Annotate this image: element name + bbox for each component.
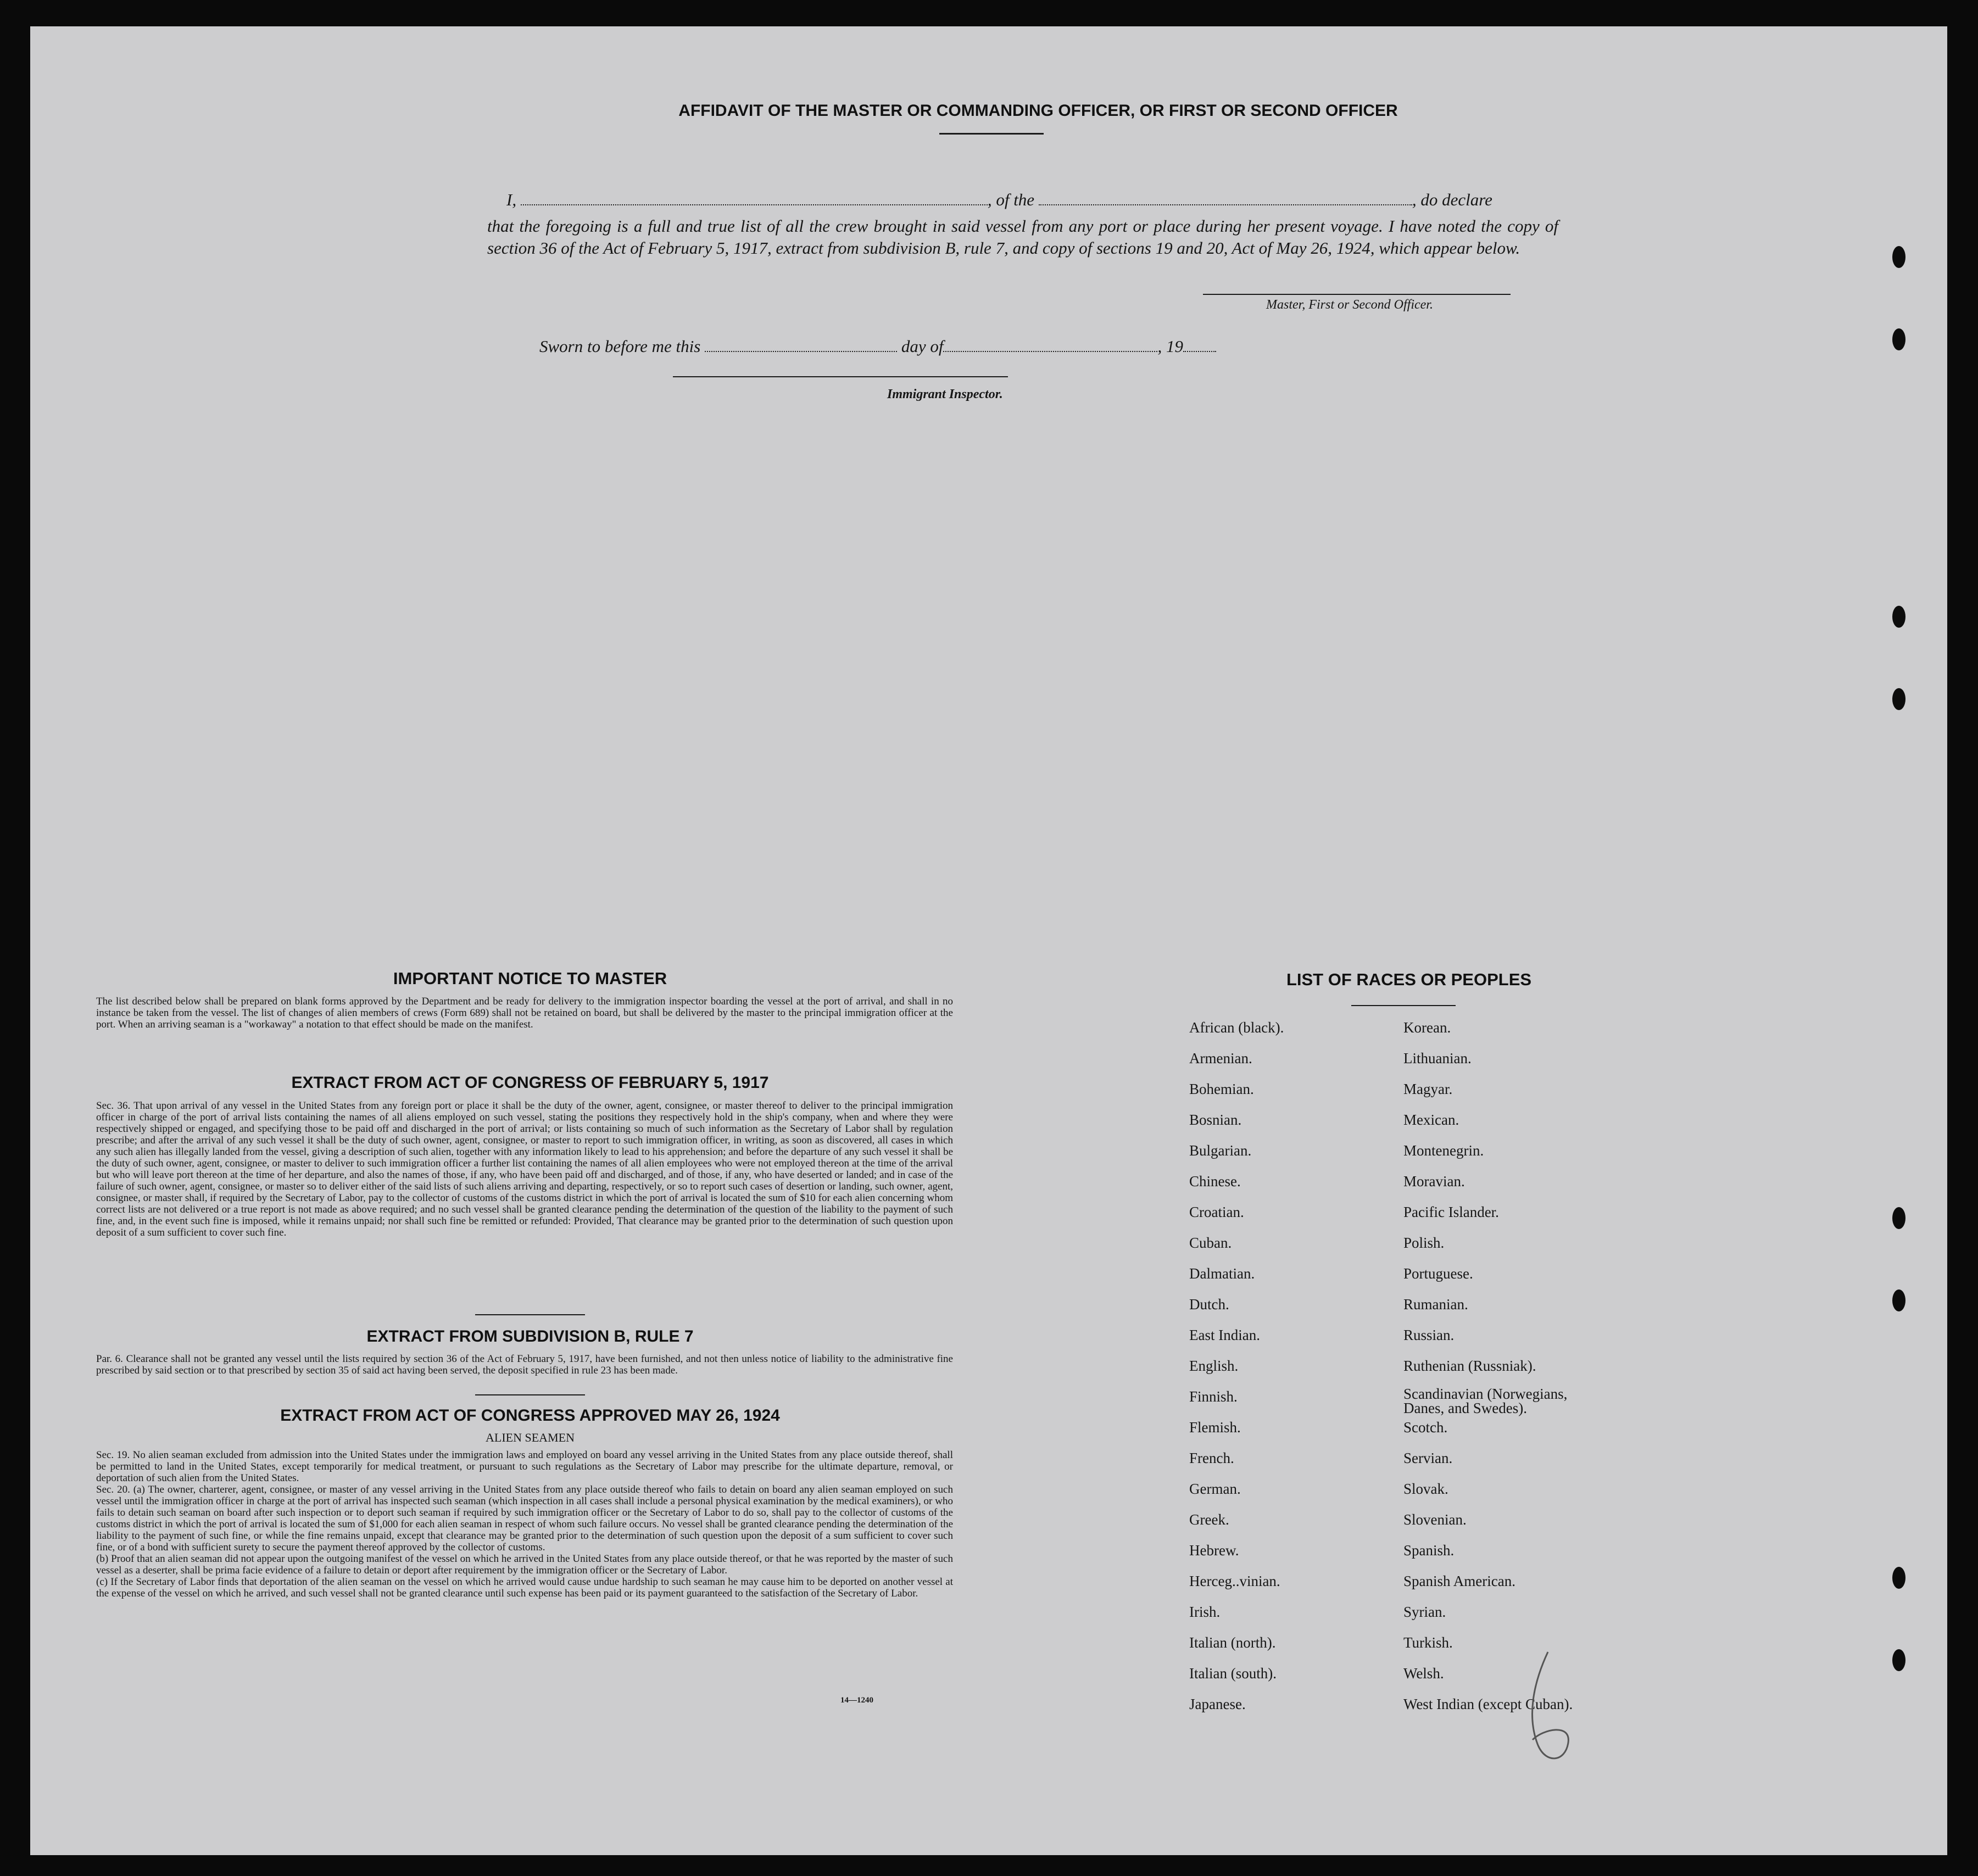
affidavit-title-rule <box>939 133 1044 135</box>
sec-19-text: Sec. 19. No alien seaman excluded from admission into the United States under the immigration laws and employed on board any vessel arriving in the United States from any place outside thereof, shall be permitted to land in the United States, except temporarily for medical treatment, or pursuant to such regulations as the Secretary of Labor may prescribe for the ultimate departure, removal, or deportation of such alien from the United States. <box>96 1449 953 1484</box>
sworn-year-field[interactable] <box>1183 351 1216 352</box>
binder-hole-icon <box>1892 1207 1905 1229</box>
race-item: Welsh. <box>1403 1665 1444 1682</box>
race-item: French. <box>1189 1450 1234 1466</box>
alien-seamen-subtitle: ALIEN SEAMEN <box>486 1431 575 1444</box>
declaration-line <box>506 190 1550 210</box>
race-item: Rumanian. <box>1403 1296 1468 1313</box>
declaration-text: that the foregoing is a full and true list of all the crew brought in said vessel from any port or place during her present voyage. I have noted the copy of section 36 of the Act of February 5, 1917, extract from subdivision B, rule 7, and copy of sections 19 and 20, Act of May 26, 1924, which appear below. <box>487 216 1558 258</box>
declaration-of-the: , of the <box>987 190 1035 209</box>
notice-body: The list described below shall be prepared on blank forms approved by the Department and be ready for delivery to the immigration inspector boarding the vessel at the port of arrival, and shall in no instance be taken from the vessel. The list of changes of alien members of crews (Form 689) shall not be retained on board, but shall be delivered by the master to the principal immigration officer at the port. When an arriving seaman is a "workaway" a notation to that effect should be made on the manifest. <box>96 996 953 1030</box>
race-item: Turkish. <box>1403 1634 1453 1651</box>
extract-1917-title: EXTRACT FROM ACT OF CONGRESS OF FEBRUARY 5, 1917 <box>291 1074 769 1092</box>
binder-hole-icon <box>1892 1649 1905 1671</box>
race-item: East Indian. <box>1189 1327 1260 1343</box>
extract-1924-title: EXTRACT FROM ACT OF CONGRESS APPROVED MAY 26, 1924 <box>280 1406 780 1425</box>
extract-rule7-title: EXTRACT FROM SUBDIVISION B, RULE 7 <box>366 1327 694 1345</box>
race-item: Dalmatian. <box>1189 1265 1255 1282</box>
race-item: Syrian. <box>1403 1604 1446 1620</box>
vessel-field[interactable] <box>1039 204 1412 205</box>
divider-1 <box>475 1314 585 1315</box>
race-item: Irish. <box>1189 1604 1221 1620</box>
race-item: African (black). <box>1189 1019 1284 1036</box>
race-item: Finnish. <box>1189 1388 1238 1405</box>
binder-hole-icon <box>1892 606 1905 628</box>
race-item: Greek. <box>1189 1511 1229 1528</box>
race-item: Dutch. <box>1189 1296 1229 1313</box>
race-item: Bulgarian. <box>1189 1142 1252 1159</box>
binder-hole-icon <box>1892 246 1905 268</box>
race-item: Japanese. <box>1189 1696 1246 1712</box>
master-signature-line[interactable] <box>1203 294 1511 295</box>
affidavit-title: AFFIDAVIT OF THE MASTER OR COMMANDING OFFICER, OR FIRST OR SECOND OFFICER <box>678 102 1398 120</box>
race-item: Spanish American. <box>1403 1573 1515 1589</box>
race-item: Croatian. <box>1189 1204 1244 1220</box>
binder-hole-icon <box>1892 1289 1905 1311</box>
race-item: Scandinavian (Norwegians, Danes, and Swedes). <box>1403 1386 1568 1416</box>
sworn-day-field[interactable] <box>705 351 897 352</box>
master-signature-label: Master, First or Second Officer. <box>1266 298 1433 312</box>
race-item: Portuguese. <box>1403 1265 1473 1282</box>
inspector-label: Immigrant Inspector. <box>887 387 1003 401</box>
race-item: Servian. <box>1403 1450 1453 1466</box>
race-item: German. <box>1189 1481 1241 1497</box>
binder-hole-icon <box>1892 328 1905 350</box>
race-item: Lithuanian. <box>1403 1050 1472 1067</box>
race-item: English. <box>1189 1358 1239 1374</box>
sec-20c-text: (c) If the Secretary of Labor finds that deportation of the alien seaman on the vessel on which he arrived would cause undue hardship to such seaman he may cause him to be deported on another vessel at the expense of the vessel on which he arrived, and such vessel shall not be granted clearance until such expense has been paid or its payment guaranteed to the satisfaction of the Secretary of Labor. <box>96 1576 953 1599</box>
divider-2 <box>475 1394 585 1395</box>
document-page <box>30 26 1947 1855</box>
race-item: Montenegrin. <box>1403 1142 1484 1159</box>
race-item: Italian (north). <box>1189 1634 1276 1651</box>
race-item: Hebrew. <box>1189 1542 1239 1559</box>
extract-1924-body <box>96 1449 953 1599</box>
race-item: Armenian. <box>1189 1050 1252 1067</box>
race-item: West Indian (except Cuban). <box>1403 1696 1573 1712</box>
extract-1917-body: Sec. 36. That upon arrival of any vessel in the United States from any foreign port or place it shall be the duty of the owner, agent, consignee, or master thereof to deliver to the principal immigration officer in charge of the port of arrival lists containing the names of all aliens employed on such vessel, stating the positions they respectively hold in the ship's company, when and where they were respectively shipped or engaged, and specifying those to be paid off and discharged in the port of arrival; or lists containing so much of such information as the Secretary of Labor shall by regulation prescribe; and after the arrival of any such vessel it shall be the duty of such owner, agent, consignee, or master to report to such immigration officer, in writing, as soon as discovered, all cases in which any such alien has illegally landed from the vessel, giving a description of such alien, together with any information likely to lead to his apprehension; and before the departure of any such vessel it shall be the duty of such owner, agent, consignee, or master to deliver to such immigration officer a further list containing the names of all alien employees who were not employed thereon at the time of the arrival but who will leave port thereon at the time of her departure, and also the names of those, if any, who have been paid off and discharged, and of those, if any, who have deserted or landed; and in case of the failure of such owner, agent, consignee, or master so to deliver either of the said lists of such aliens arriving and departing, respectively, or so to report such cases of desertion or landing, such owner, agent, consignee, or master shall, if required by the Secretary of Labor, pay to the collector of customs of the customs district in which the port of arrival is located the sum of $10 for each alien concerning whom correct lists are not delivered or a true report is not made as above required; and no such vessel shall be granted clearance pending the determination of the question of the liability to the payment of such fine, and, in the event such fine is imposed, while it remains unpaid; nor shall such fine be remitted or refunded: Provided, That clearance may be granted prior to the determination of such question upon deposit of a sum sufficient to cover such fine. <box>96 1100 953 1238</box>
sworn-day-of: day of <box>901 337 944 356</box>
race-item: Moravian. <box>1403 1173 1465 1190</box>
race-item: Pacific Islander. <box>1403 1204 1499 1220</box>
race-item: Bosnian. <box>1189 1112 1242 1128</box>
race-item: Russian. <box>1403 1327 1455 1343</box>
race-item: Mexican. <box>1403 1112 1459 1128</box>
sec-20a-text: Sec. 20. (a) The owner, charterer, agent, consignee, or master of any vessel arriving in the United States from any place outside thereof who fails to detain on board any alien seaman employed on such vessel until the immigration officer in charge at the port of arrival has inspected such seaman (which inspection in all cases shall include a personal physical examination by the medical examiners), or who fails to detain such seaman on board after such inspection or to deport such seaman if required by such immigration officer or the Secretary of Labor to do so, shall pay to the collector of customs of the customs district in which the port of arrival is located the sum of $1,000 for each alien seaman in respect of whom such failure occurs. No vessel shall be granted clearance pending the determination of the liability to the payment of such fine, or while the fine remains unpaid, except that clearance may be granted prior to the determination of such question upon the deposit of a sum sufficient to cover such fine, or of a bond with sufficient surety to secure the payment thereof approved by the collector of customs. <box>96 1484 953 1553</box>
race-item: Chinese. <box>1189 1173 1241 1190</box>
race-item: Slovenian. <box>1403 1511 1467 1528</box>
form-number: 14—1240 <box>840 1696 873 1705</box>
race-item: Flemish. <box>1189 1419 1241 1436</box>
name-field[interactable] <box>521 204 988 205</box>
sec-20b-text: (b) Proof that an alien seaman did not appear upon the outgoing manifest of the vessel on which he arrived in the United States from any place outside thereof, or that he was reported by the master of such vessel as a deserter, shall be prima facie evidence of a failure to detain or deport after requirement by the immigration officer or the Secretary of Labor. <box>96 1553 953 1576</box>
sworn-line <box>539 337 1216 356</box>
race-item: Italian (south). <box>1189 1665 1277 1682</box>
binder-hole-icon <box>1892 1567 1905 1589</box>
sworn-month-field[interactable] <box>943 351 1157 352</box>
race-item: Scotch. <box>1403 1419 1448 1436</box>
binder-hole-icon <box>1892 688 1905 710</box>
declaration-i: I, <box>506 190 517 209</box>
race-item: Slovak. <box>1403 1481 1448 1497</box>
inspector-signature-line[interactable] <box>673 376 1008 377</box>
sworn-year: , 19 <box>1157 337 1183 356</box>
race-item: Magyar. <box>1403 1081 1453 1097</box>
race-item: Herceg..vinian. <box>1189 1573 1280 1589</box>
race-item: Korean. <box>1403 1019 1451 1036</box>
declaration-declare: , do declare <box>1412 190 1492 209</box>
sworn-prefix: Sworn to before me this <box>539 337 701 356</box>
race-item: Polish. <box>1403 1235 1445 1251</box>
race-item: Cuban. <box>1189 1235 1232 1251</box>
race-item: Ruthenian (Russniak). <box>1403 1358 1536 1374</box>
race-item: Bohemian. <box>1189 1081 1254 1097</box>
pencil-mark <box>1500 1646 1576 1773</box>
race-item: Spanish. <box>1403 1542 1455 1559</box>
races-title-rule <box>1351 1005 1456 1006</box>
races-title: LIST OF RACES OR PEOPLES <box>1286 970 1532 989</box>
notice-title: IMPORTANT NOTICE TO MASTER <box>393 969 667 988</box>
extract-rule7-body: Par. 6. Clearance shall not be granted any vessel until the lists required by section 36 of the Act of February 5, 1917, have been furnished, and not then unless notice of liability to the administrative fine prescribed by said section or to that prescribed by section 35 of said act having been served, the deposit specified in rule 23 has been made. <box>96 1353 953 1376</box>
